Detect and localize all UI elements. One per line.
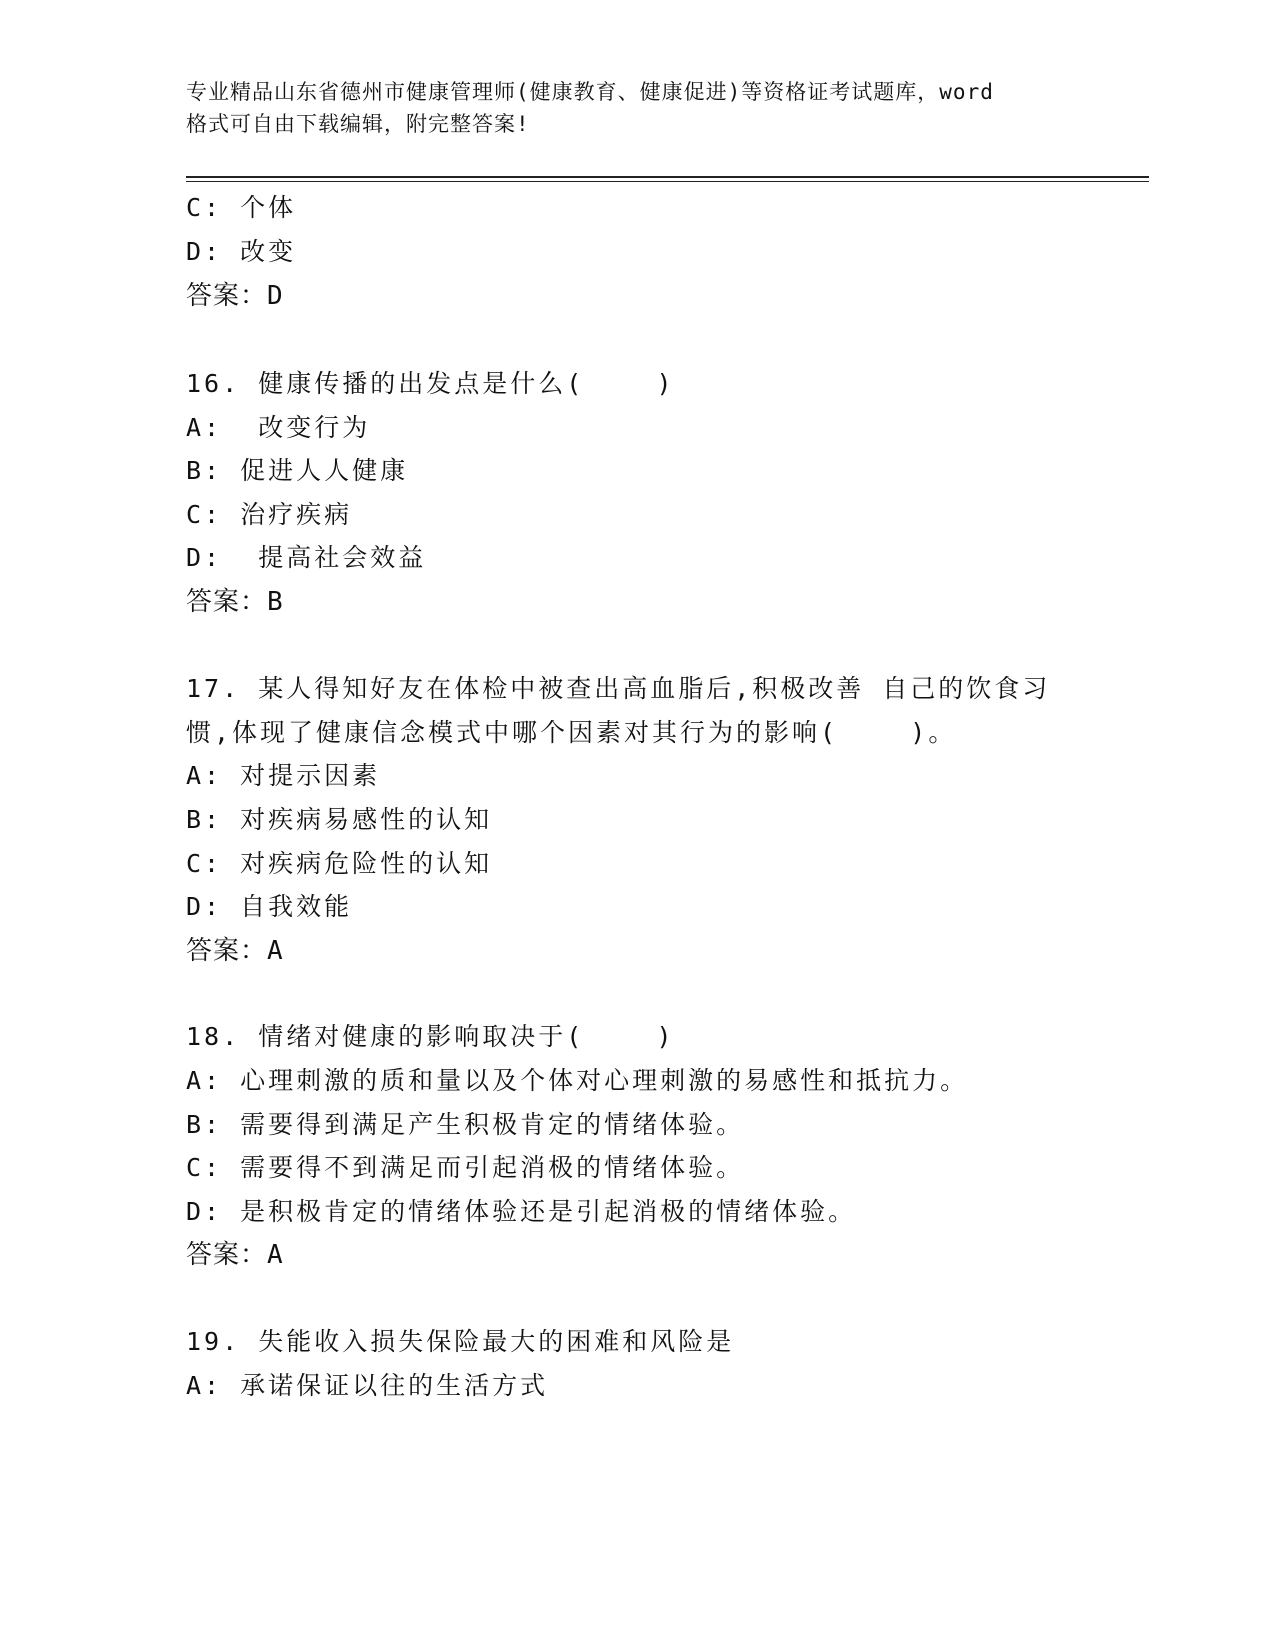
page-header xyxy=(186,76,1086,140)
question-17-continued: 惯,体现了健康信念模式中哪个因素对其行为的影响( )。 xyxy=(186,718,957,747)
option-a: A: 承诺保证以往的生活方式 xyxy=(186,1371,549,1400)
answer-line xyxy=(186,280,284,312)
answer-line xyxy=(186,1239,284,1271)
question-18: 18. 情绪对健康的影响取决于( ) xyxy=(186,1022,675,1051)
answer-label: 答案： xyxy=(186,281,268,311)
answer-line xyxy=(186,586,284,618)
option-c: C: 对疾病危险性的认知 xyxy=(186,849,493,878)
option-b: B: 需要得到满足产生积极肯定的情绪体验。 xyxy=(186,1110,745,1139)
question-19: 19. 失能收入损失保险最大的困难和风险是 xyxy=(186,1327,735,1356)
header-divider-thick xyxy=(186,176,1149,178)
question-17: 17. 某人得知好友在体检中被查出高血脂后,积极改善 自己的饮食习 xyxy=(186,674,1051,703)
answer-label: 答案： xyxy=(186,587,268,617)
header-line-2: 格式可自由下载编辑，附完整答案! xyxy=(186,112,530,136)
option-c: C: 个体 xyxy=(186,193,297,222)
option-a: A: 心理刺激的质和量以及个体对心理刺激的易感性和抵抗力。 xyxy=(186,1066,969,1095)
answer-value: A xyxy=(267,936,284,966)
answer-label: 答案： xyxy=(186,936,268,966)
option-d: D: 提高社会效益 xyxy=(186,543,427,572)
option-d: D: 是积极肯定的情绪体验还是引起消极的情绪体验。 xyxy=(186,1197,857,1226)
option-a: A: 改变行为 xyxy=(186,413,371,442)
answer-value: B xyxy=(267,587,284,617)
answer-label: 答案： xyxy=(186,1240,268,1270)
question-16: 16. 健康传播的出发点是什么( ) xyxy=(186,369,675,398)
option-d: D: 改变 xyxy=(186,237,297,266)
answer-value: D xyxy=(267,281,284,311)
option-c: C: 治疗疾病 xyxy=(186,500,353,529)
option-b: B: 对疾病易感性的认知 xyxy=(186,805,493,834)
option-b: B: 促进人人健康 xyxy=(186,456,409,485)
header-line-1: 专业精品山东省德州市健康管理师(健康教育、健康促进)等资格证考试题库，word xyxy=(186,80,994,104)
option-c: C: 需要得不到满足而引起消极的情绪体验。 xyxy=(186,1153,745,1182)
answer-line xyxy=(186,935,284,967)
option-d: D: 自我效能 xyxy=(186,892,353,921)
answer-value: A xyxy=(267,1240,284,1270)
header-divider-thin xyxy=(186,181,1149,182)
option-a: A: 对提示因素 xyxy=(186,761,381,790)
